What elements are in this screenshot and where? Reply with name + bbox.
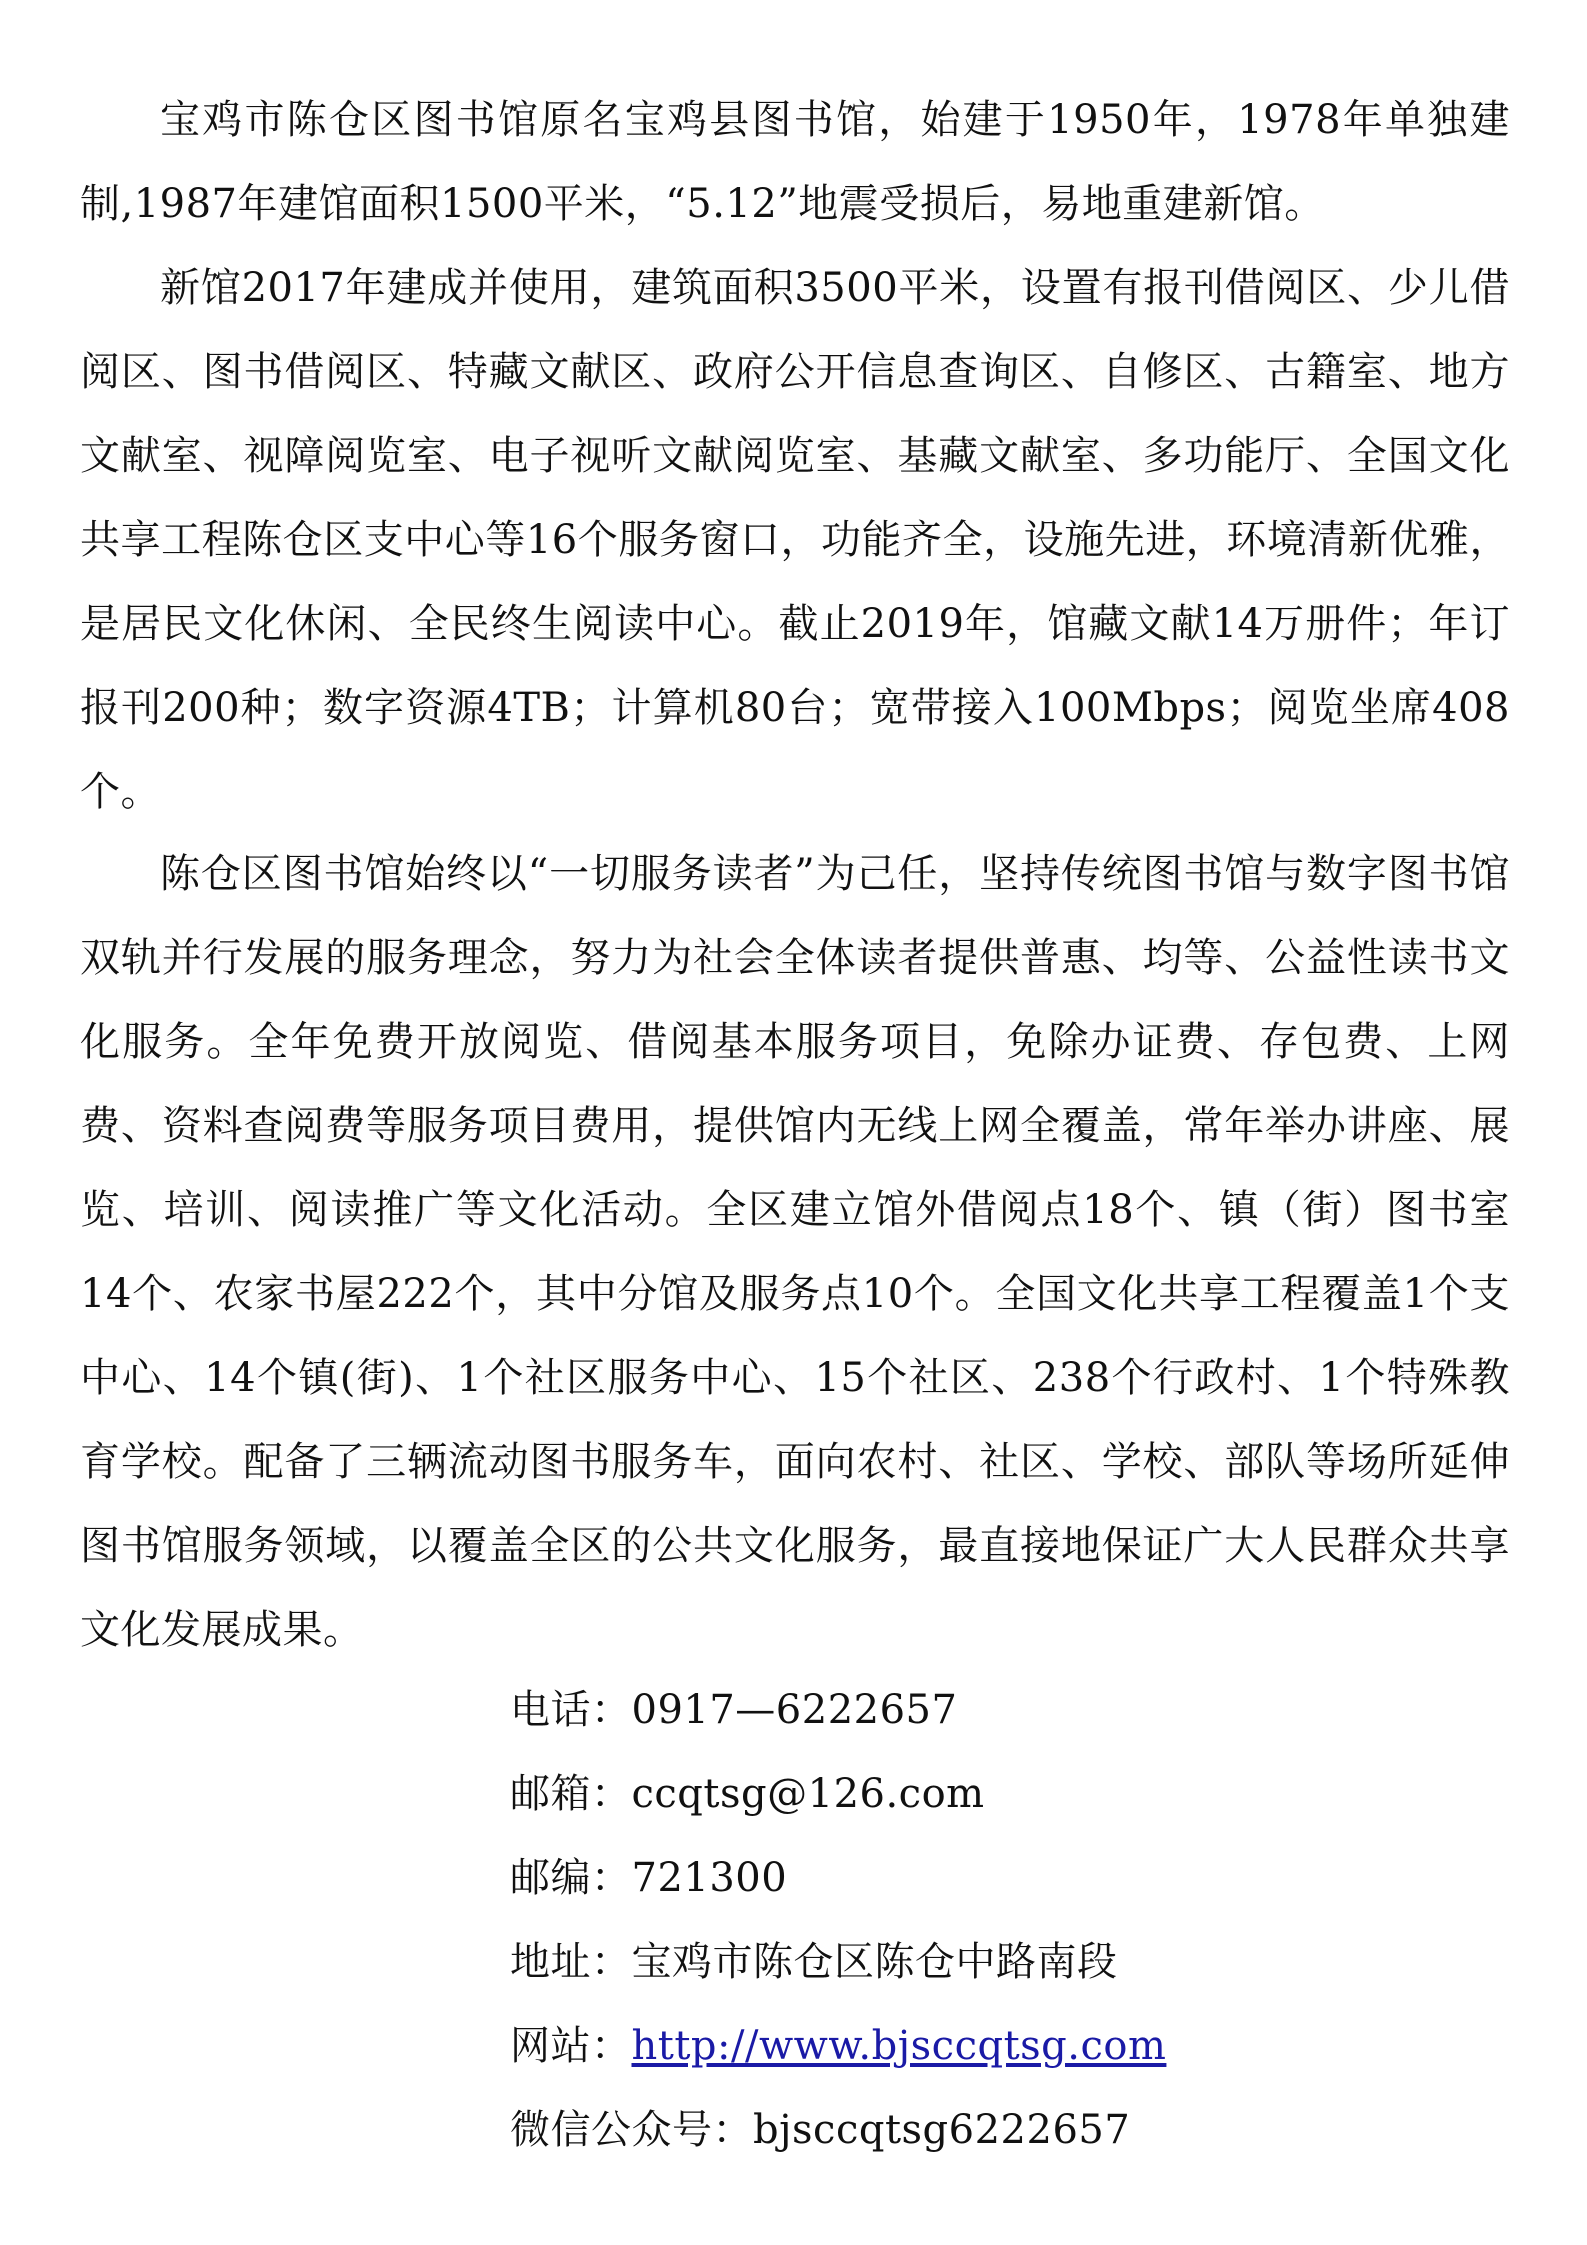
phone-value: 0917—6222657 — [631, 1687, 958, 1733]
intro-paragraph: 宝鸡市陈仓区图书馆原名宝鸡县图书馆，始建于1950年，1978年单独建制,1987年建馆面积1500平米，“5.12”地震受损后，易地重建新馆。 — [80, 97, 1510, 227]
contact-wechat — [510, 2088, 1510, 2172]
email-value: ccqtsg@126.com — [631, 1771, 985, 1817]
email-label: 邮箱： — [510, 1771, 632, 1817]
contact-block — [510, 1668, 1510, 2172]
service-paragraph: 陈仓区图书馆始终以“一切服务读者”为己任，坚持传统图书馆与数字图书馆双轨并行发展的服务理念，努力为社会全体读者提供普惠、均等、公益性读书文化服务。全年免费开放阅览、借阅基本服务项目，免除办证费、存包费、上网费、资料查阅费等服务项目费用，提供馆内无线上网全覆盖，常年举办讲座、展览、培训、阅读推广等文化活动。全区建立馆外借阅点18个、镇（街）图书室14个、农家书屋222个，其中分馆及服务点10个。全国文化共享工程覆盖1个支中心、14个镇(街)、1个社区服务中心、15个社区、238个行政村、1个特殊教育学校。配备了三辆流动图书服务车，面向农村、社区、学校、部队等场所延伸图书馆服务领域，以覆盖全区的公共文化服务，最直接地保证广大人民群众共享文化发展成果。 — [80, 851, 1510, 1653]
website-link[interactable]: http://www.bjsccqtsg.com — [631, 2023, 1167, 2069]
new-building-paragraph: 新馆2017年建成并使用，建筑面积3500平米，设置有报刊借阅区、少儿借阅区、图书借阅区、特藏文献区、政府公开信息查询区、自修区、古籍室、地方文献室、视障阅览室、电子视听文献阅览室、基藏文献室、多功能厅、全国文化共享工程陈仓区支中心等16个服务窗口，功能齐全，设施先进，环境清新优雅，是居民文化休闲、全民终生阅读中心。截止2019年，馆藏文献14万册件；年订报刊200种；数字资源4TB；计算机80台；宽带接入100Mbps；阅览坐席408个。 — [80, 265, 1510, 815]
contact-postcode — [510, 1836, 1510, 1920]
contact-website — [510, 2004, 1510, 2088]
phone-label: 电话： — [510, 1687, 632, 1733]
contact-address — [510, 1920, 1510, 2004]
website-label: 网站： — [510, 2023, 632, 2069]
contact-email — [510, 1752, 1510, 1836]
postcode-value: 721300 — [631, 1855, 788, 1901]
wechat-value: bjsccqtsg6222657 — [753, 2107, 1131, 2153]
wechat-label: 微信公众号： — [510, 2107, 753, 2153]
postcode-label: 邮编： — [510, 1855, 632, 1901]
address-value: 宝鸡市陈仓区陈仓中路南段 — [631, 1939, 1118, 1985]
address-label: 地址： — [510, 1939, 632, 1985]
contact-phone — [510, 1668, 1510, 1752]
